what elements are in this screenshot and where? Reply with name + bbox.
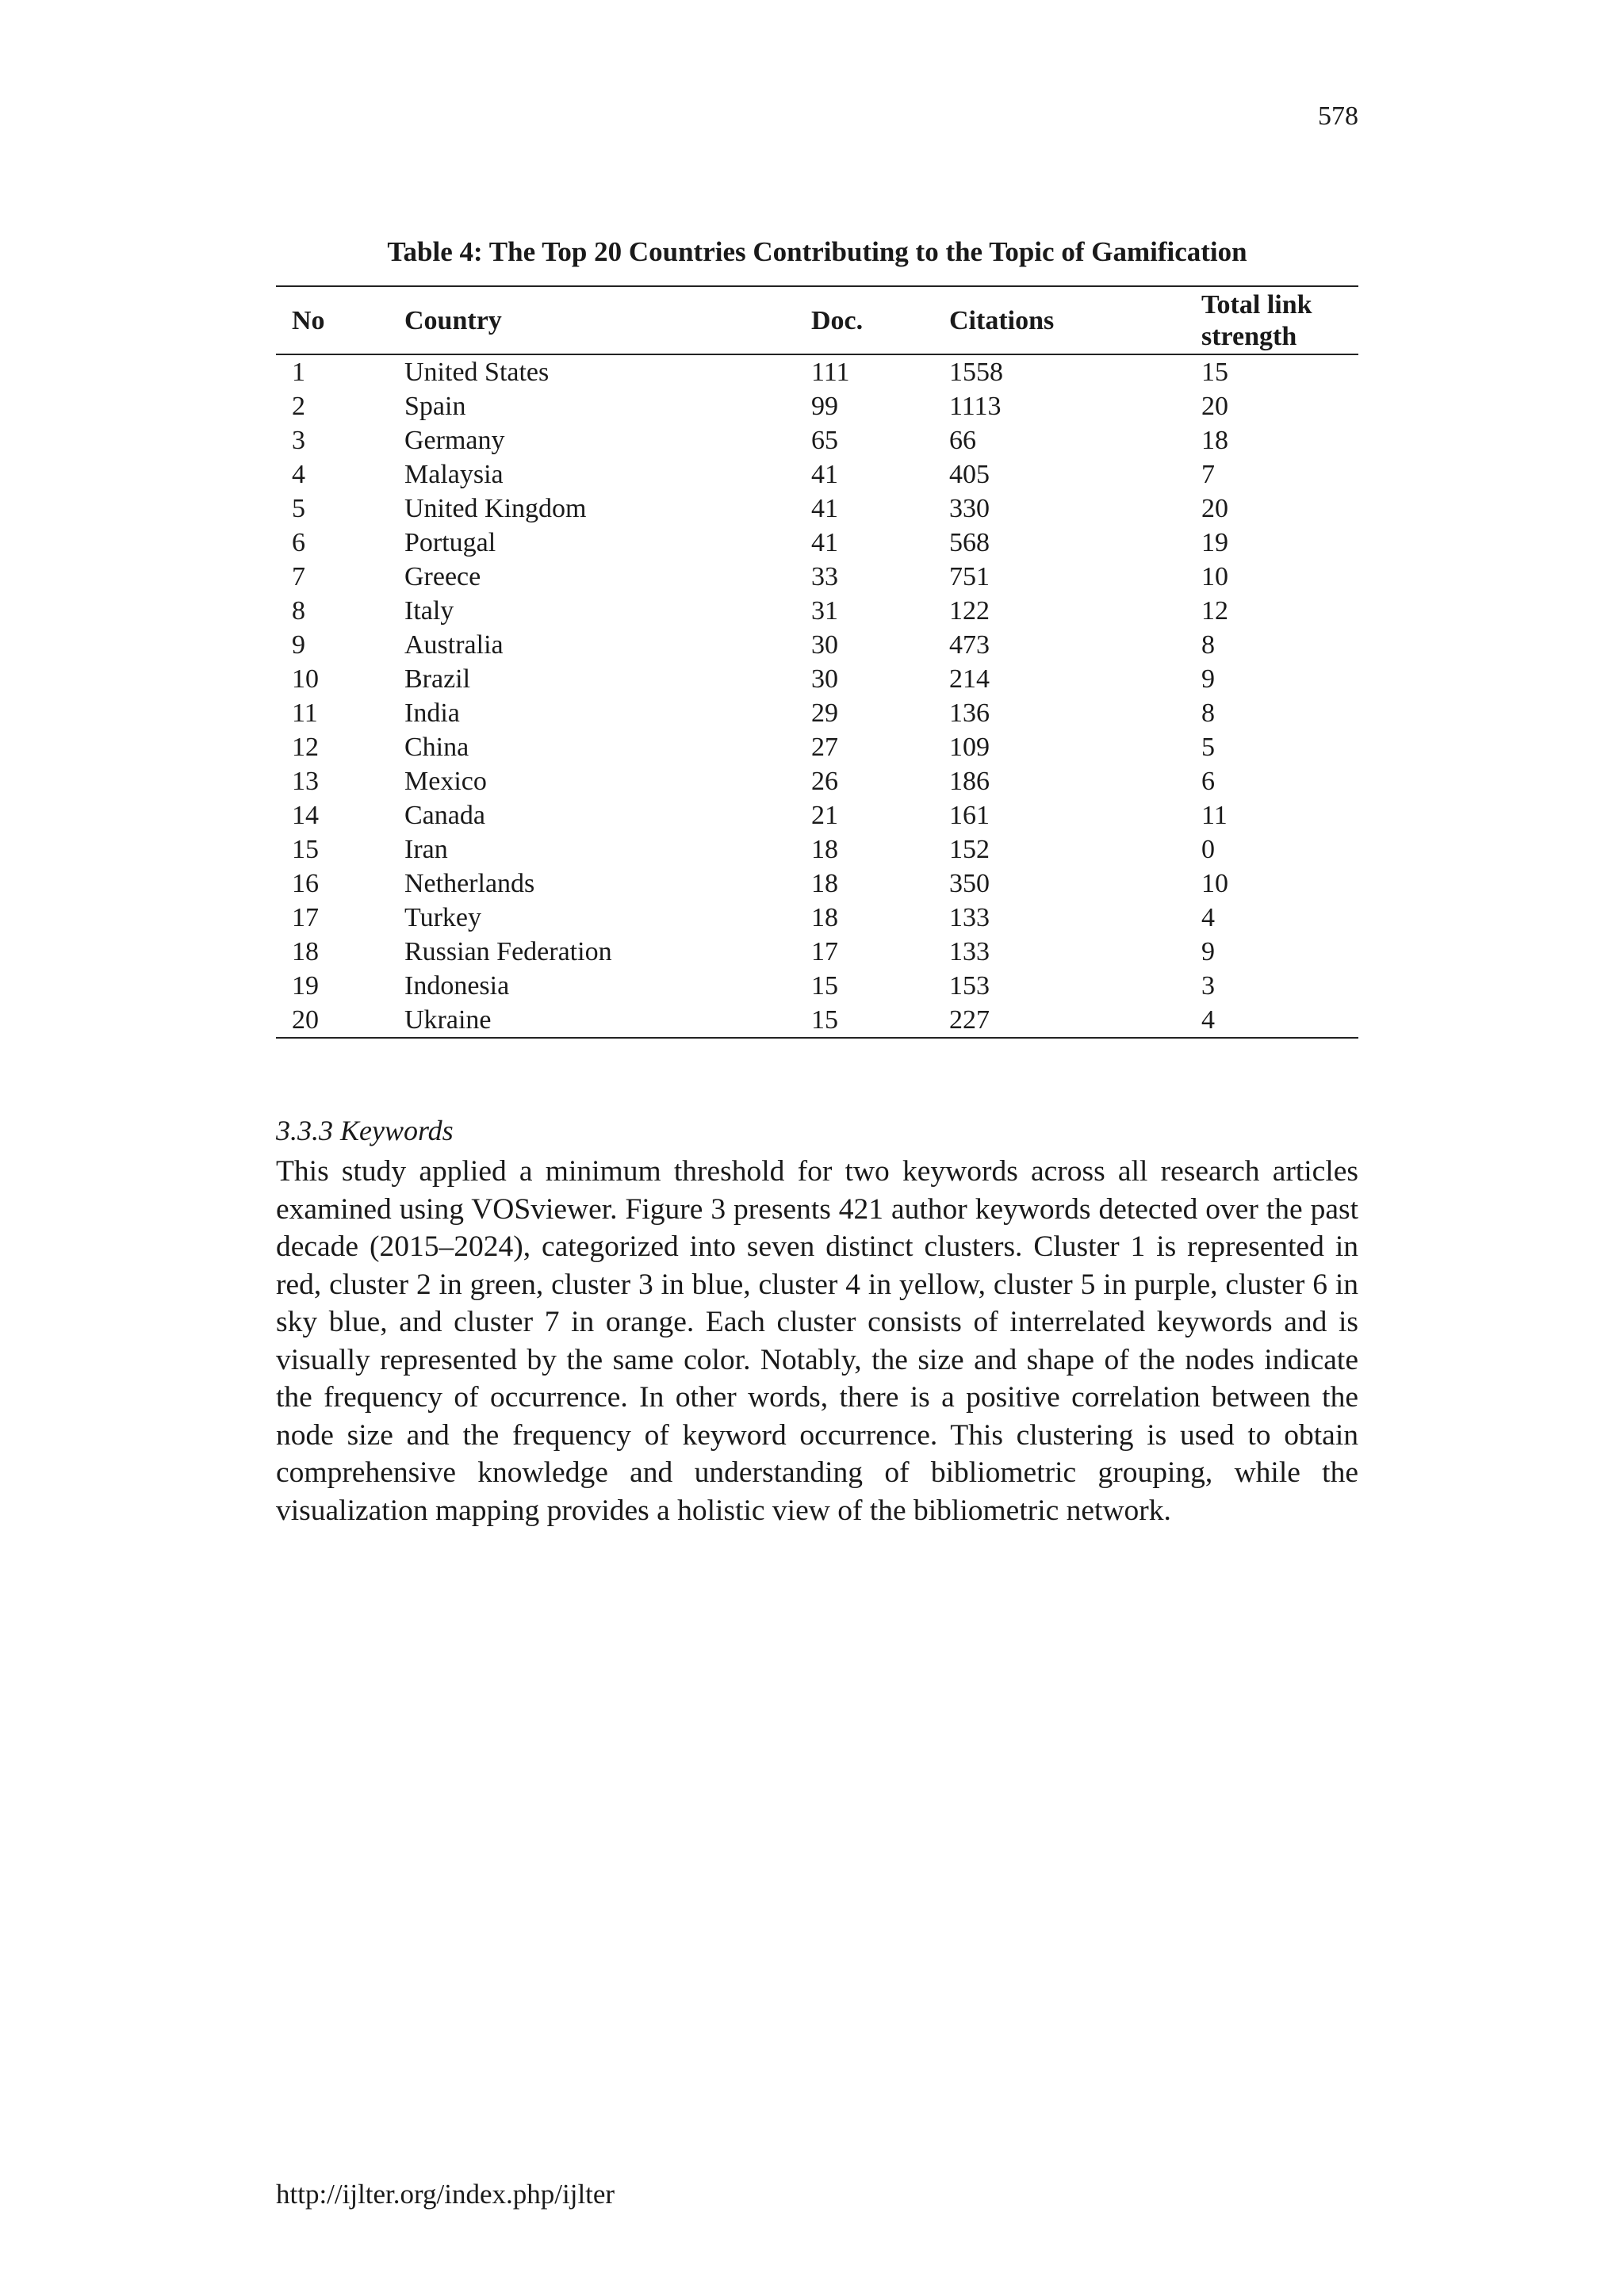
table-row bbox=[276, 628, 1358, 662]
cell-citations: 473 bbox=[949, 630, 990, 660]
cell-total-link-strength: 19 bbox=[1201, 528, 1228, 557]
cell-citations: 66 bbox=[949, 426, 976, 455]
cell-doc: 15 bbox=[811, 971, 838, 1001]
cell-doc: 111 bbox=[811, 358, 850, 387]
cell-country: China bbox=[404, 733, 469, 762]
table-caption: Table 4: The Top 20 Countries Contributing to the Topic of Gamification bbox=[387, 236, 1247, 267]
cell-country: Netherlands bbox=[404, 869, 535, 898]
cell-total-link-strength: 8 bbox=[1201, 698, 1215, 728]
cell-citations: 133 bbox=[949, 903, 990, 932]
countries-table bbox=[276, 285, 1358, 1039]
cell-country: India bbox=[404, 698, 460, 728]
cell-citations: 568 bbox=[949, 528, 990, 557]
table-header-row bbox=[276, 286, 1358, 354]
table-row bbox=[276, 696, 1358, 730]
table-row bbox=[276, 867, 1358, 901]
cell-doc: 18 bbox=[811, 835, 838, 864]
cell-country: Turkey bbox=[404, 903, 481, 932]
cell-total-link-strength: 20 bbox=[1201, 494, 1228, 523]
table-row bbox=[276, 764, 1358, 798]
cell-total-link-strength: 6 bbox=[1201, 767, 1215, 796]
cell-doc: 30 bbox=[811, 664, 838, 694]
cell-no: 6 bbox=[292, 528, 305, 557]
cell-doc: 31 bbox=[811, 596, 838, 626]
cell-citations: 330 bbox=[949, 494, 990, 523]
cell-doc: 27 bbox=[811, 733, 838, 762]
cell-total-link-strength: 11 bbox=[1201, 801, 1228, 830]
cell-country: United Kingdom bbox=[404, 494, 587, 523]
cell-country: Greece bbox=[404, 562, 481, 591]
cell-total-link-strength: 4 bbox=[1201, 903, 1215, 932]
cell-doc: 99 bbox=[811, 392, 838, 421]
section-heading: 3.3.3 Keywords bbox=[276, 1115, 454, 1146]
cell-no: 1 bbox=[292, 358, 305, 387]
cell-citations: 152 bbox=[949, 835, 990, 864]
cell-citations: 227 bbox=[949, 1005, 990, 1035]
cell-no: 12 bbox=[292, 733, 319, 762]
cell-citations: 405 bbox=[949, 460, 990, 489]
cell-no: 15 bbox=[292, 835, 319, 864]
cell-doc: 15 bbox=[811, 1005, 838, 1035]
cell-no: 8 bbox=[292, 596, 305, 626]
cell-no: 20 bbox=[292, 1005, 319, 1035]
table-row bbox=[276, 935, 1358, 969]
cell-doc: 21 bbox=[811, 801, 838, 830]
cell-country: Brazil bbox=[404, 664, 471, 694]
header-doc: Doc. bbox=[811, 306, 864, 335]
cell-total-link-strength: 0 bbox=[1201, 835, 1215, 864]
cell-country: Germany bbox=[404, 426, 505, 455]
cell-doc: 41 bbox=[811, 494, 838, 523]
header-citations: Citations bbox=[949, 306, 1055, 335]
table-row bbox=[276, 594, 1358, 628]
cell-citations: 751 bbox=[949, 562, 990, 591]
cell-total-link-strength: 18 bbox=[1201, 426, 1228, 455]
table-row bbox=[276, 492, 1358, 526]
cell-country: Iran bbox=[404, 835, 448, 864]
cell-country: Indonesia bbox=[404, 971, 510, 1001]
cell-total-link-strength: 4 bbox=[1201, 1005, 1215, 1035]
cell-country: Ukraine bbox=[404, 1005, 492, 1035]
cell-no: 7 bbox=[292, 562, 305, 591]
cell-doc: 18 bbox=[811, 869, 838, 898]
cell-total-link-strength: 8 bbox=[1201, 630, 1215, 660]
cell-no: 3 bbox=[292, 426, 305, 455]
table-row bbox=[276, 560, 1358, 594]
cell-total-link-strength: 7 bbox=[1201, 460, 1215, 489]
cell-doc: 30 bbox=[811, 630, 838, 660]
cell-citations: 186 bbox=[949, 767, 990, 796]
cell-country: Malaysia bbox=[404, 460, 504, 489]
cell-total-link-strength: 3 bbox=[1201, 971, 1215, 1001]
cell-citations: 1113 bbox=[949, 392, 1002, 421]
cell-no: 5 bbox=[292, 494, 305, 523]
table-row bbox=[276, 730, 1358, 764]
cell-doc: 18 bbox=[811, 903, 838, 932]
table-row bbox=[276, 457, 1358, 492]
cell-citations: 161 bbox=[949, 801, 990, 830]
cell-doc: 33 bbox=[811, 562, 838, 591]
table-row bbox=[276, 901, 1358, 935]
cell-doc: 29 bbox=[811, 698, 838, 728]
footer-url: http://ijlter.org/index.php/ijlter bbox=[276, 2179, 615, 2210]
cell-no: 19 bbox=[292, 971, 319, 1001]
table-row bbox=[276, 662, 1358, 696]
cell-no: 16 bbox=[292, 869, 319, 898]
cell-no: 10 bbox=[292, 664, 319, 694]
cell-country: Australia bbox=[404, 630, 504, 660]
header-total-link-strength: Total link strength bbox=[1201, 290, 1312, 351]
cell-total-link-strength: 10 bbox=[1201, 562, 1228, 591]
cell-doc: 26 bbox=[811, 767, 838, 796]
cell-no: 13 bbox=[292, 767, 319, 796]
table-row bbox=[276, 526, 1358, 560]
cell-citations: 136 bbox=[949, 698, 990, 728]
cell-doc: 41 bbox=[811, 460, 838, 489]
cell-country: Portugal bbox=[404, 528, 496, 557]
table-row bbox=[276, 1003, 1358, 1038]
cell-country: Canada bbox=[404, 801, 485, 830]
cell-citations: 133 bbox=[949, 937, 990, 966]
cell-no: 14 bbox=[292, 801, 319, 830]
cell-doc: 17 bbox=[811, 937, 838, 966]
cell-citations: 1558 bbox=[949, 358, 1003, 387]
table-row bbox=[276, 423, 1358, 457]
cell-citations: 109 bbox=[949, 733, 990, 762]
cell-total-link-strength: 12 bbox=[1201, 596, 1228, 626]
table-row bbox=[276, 354, 1358, 389]
cell-country: United States bbox=[404, 358, 550, 387]
cell-total-link-strength: 9 bbox=[1201, 937, 1215, 966]
cell-country: Mexico bbox=[404, 767, 487, 796]
cell-total-link-strength: 10 bbox=[1201, 869, 1228, 898]
cell-citations: 153 bbox=[949, 971, 990, 1001]
body-paragraph: This study applied a minimum threshold for two keywords across all research articles examined using VOSviewer. Figure 3 presents 421 author keywords detected over the past decade (2015–2024), categorized into seven distinct clusters. Cluster 1 is represented in red, cluster 2 in green, cluster 3 in blue, cluster 4 in yellow, cluster 5 in purple, cluster 6 in sky blue, and cluster 7 in orange. Each cluster consists of interrelated keywords and is visually represented by the same color. Notably, the size and shape of the nodes indicate the frequency of occurrence. In other words, there is a positive correlation between the node size and the frequency of keyword occurrence. This clustering is used to obtain comprehensive knowledge and understanding of bibliometric grouping, while the visualization mapping provides a holistic view of the bibliometric network. bbox=[276, 1155, 1358, 1527]
table-body bbox=[276, 354, 1358, 1038]
cell-no: 17 bbox=[292, 903, 319, 932]
cell-doc: 65 bbox=[811, 426, 838, 455]
table-row bbox=[276, 389, 1358, 423]
page-number: 578 bbox=[1318, 101, 1358, 131]
cell-total-link-strength: 9 bbox=[1201, 664, 1215, 694]
header-no: No bbox=[292, 306, 325, 335]
cell-country: Spain bbox=[404, 392, 466, 421]
cell-total-link-strength: 15 bbox=[1201, 358, 1228, 387]
cell-country: Italy bbox=[404, 596, 454, 626]
cell-country: Russian Federation bbox=[404, 937, 612, 966]
cell-doc: 41 bbox=[811, 528, 838, 557]
cell-total-link-strength: 20 bbox=[1201, 392, 1228, 421]
cell-no: 4 bbox=[292, 460, 305, 489]
table-row bbox=[276, 832, 1358, 867]
cell-no: 18 bbox=[292, 937, 319, 966]
table-row bbox=[276, 798, 1358, 832]
cell-no: 11 bbox=[292, 698, 318, 728]
cell-citations: 122 bbox=[949, 596, 990, 626]
header-country: Country bbox=[404, 306, 502, 335]
cell-total-link-strength: 5 bbox=[1201, 733, 1215, 762]
cell-citations: 350 bbox=[949, 869, 990, 898]
table-row bbox=[276, 969, 1358, 1003]
cell-citations: 214 bbox=[949, 664, 990, 694]
cell-no: 9 bbox=[292, 630, 305, 660]
cell-no: 2 bbox=[292, 392, 305, 421]
